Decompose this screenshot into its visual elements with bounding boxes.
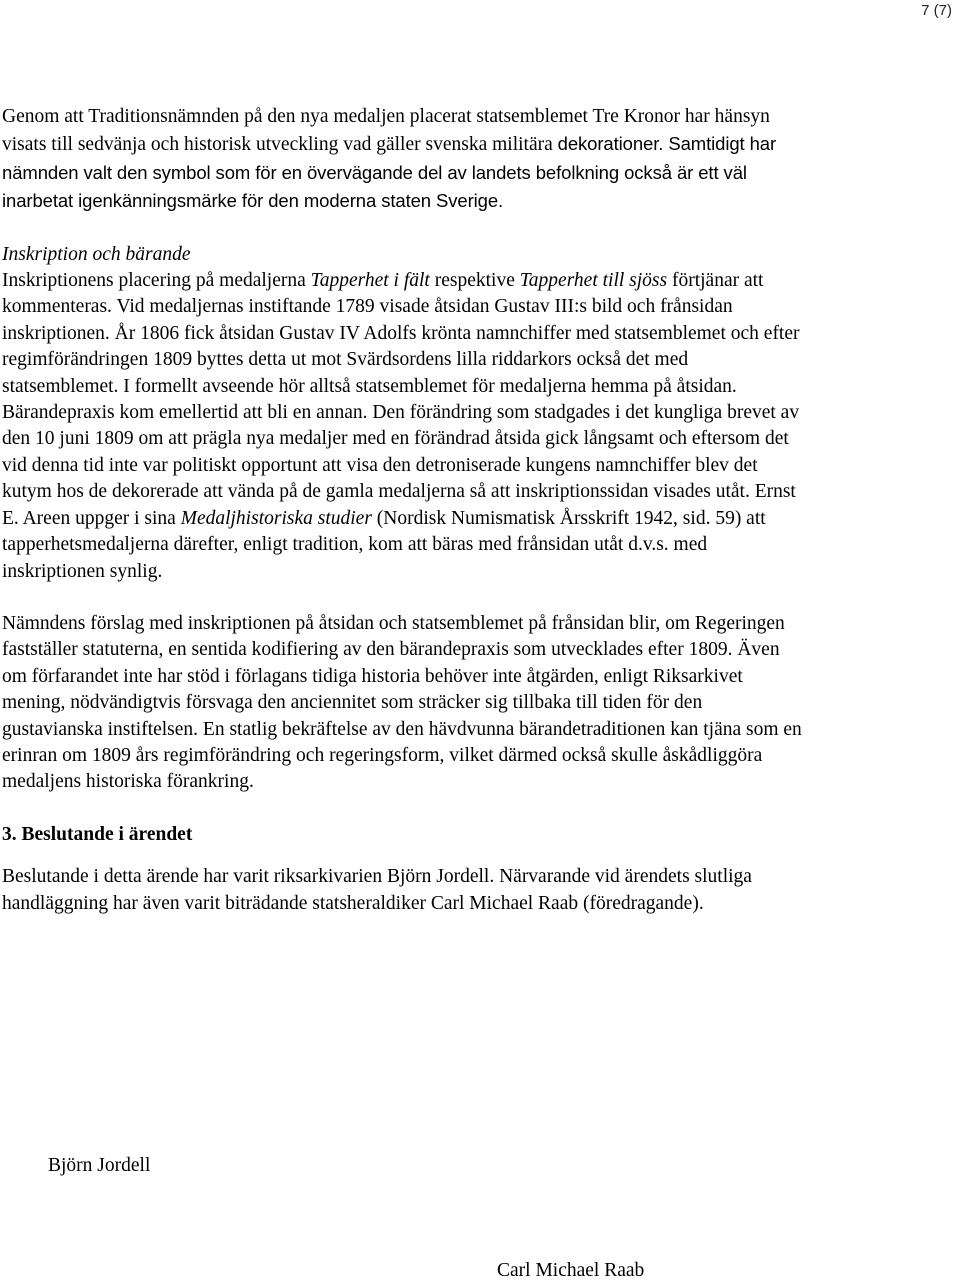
page-number: 7 (7) <box>921 2 952 19</box>
inscription-paragraph <box>2 242 802 585</box>
book-title: Medaljhistoriska studier <box>180 507 372 529</box>
inscription-text-start: Inskriptionens placering på medaljerna <box>2 270 311 292</box>
intro-sans-text: dekorationer. Samtidigt har nämnden valt den symbol som för en övervägande del av landets befolkning också är ett väl inarbetat igenkänningsmärke för den moderna staten Sverige. <box>2 133 777 212</box>
medal-title-sea: Tapperhet till sjöss <box>519 270 668 292</box>
section-3-heading: 3. Beslutande i ärendet <box>2 823 193 845</box>
signature-bjorn-jordell: Björn Jordell <box>48 1155 151 1176</box>
proposal-paragraph: Nämndens förslag med inskriptionen på åtsidan och statsemblemet på frånsidan blir, om Regeringen fastställer statuterna, en sentida kodifiering av den bärandepraxis som utvecklades efter 1809. Även om förfarandet inte har stöd i förlagans tidiga historia behöver inte åtgärden, enligt Riksarkivet mening, nödvändigtvis försvaga den anciennitet som sträcker sig tillbaka till tiden för den gustavianska instiftelsen. En statlig bekräftelse av den hävdvunna bärandetraditionen kan tjäna som en erinran om 1809 års regimförändring och regeringsform, vilket därmed också skulle åskådliggöra medaljens historiska förankring. <box>2 612 802 793</box>
inscription-text-mid: respektive <box>429 270 520 292</box>
document-body <box>2 104 802 917</box>
medal-title-field: Tapperhet i fält <box>310 270 430 292</box>
inscription-text-rest: förtjänar att kommenteras. Vid medaljernas instiftande 1789 visade åtsidan Gustav III:s bild och frånsidan inskriptionen. År 1806 fick åtsidan Gustav IV Adolfs krönta namnchiffer med statsemblemet och efter regimförändringen 1809 byttes detta ut mot Svärdsordens lilla riddarkors också det med statsemblemet. I formellt avseende hör alltså statsemblemet för medaljerna hemma på åtsidan. Bärandepraxis kom emellertid att bli en annan. Den förändring som stadgades i det kungliga brevet av den 10 juni 1809 om att prägla nya medaljer med en förändrad åtsida gick långsamt och eftersom det vid denna tid inte var politiskt opportunt att visa den detroniserade kungens namnchiffer blev det kutym hos de dekorerade att vända på de gamla medaljerna så att inskriptionssidan visades utåt. Ernst E. Areen uppger i sina <box>2 270 800 529</box>
inscription-heading: Inskription och bärande <box>2 243 191 265</box>
section-3-paragraph: Beslutande i detta ärende har varit riksarkivarien Björn Jordell. Närvarande vid ärendets slutliga handläggning har även varit biträdande statsheraldiker Carl Michael Raab (föredragande). <box>2 866 752 914</box>
intro-paragraph <box>2 104 802 216</box>
intro-serif-text: Genom att Traditionsnämnden på den nya medaljen placerat statsemblemet Tre Kronor har hänsyn visats till sedvänja och historisk utveckling vad gäller svenska militära <box>2 106 770 156</box>
signature-carl-michael-raab: Carl Michael Raab <box>497 1260 645 1281</box>
inscription-text-end: (Nordisk Numismatisk Årsskrift 1942, sid. 59) att tapperhetsmedaljerna därefter, enligt tradition, kom att bäras med frånsidan utåt d.v.s. med inskriptionen synlig. <box>2 507 766 582</box>
